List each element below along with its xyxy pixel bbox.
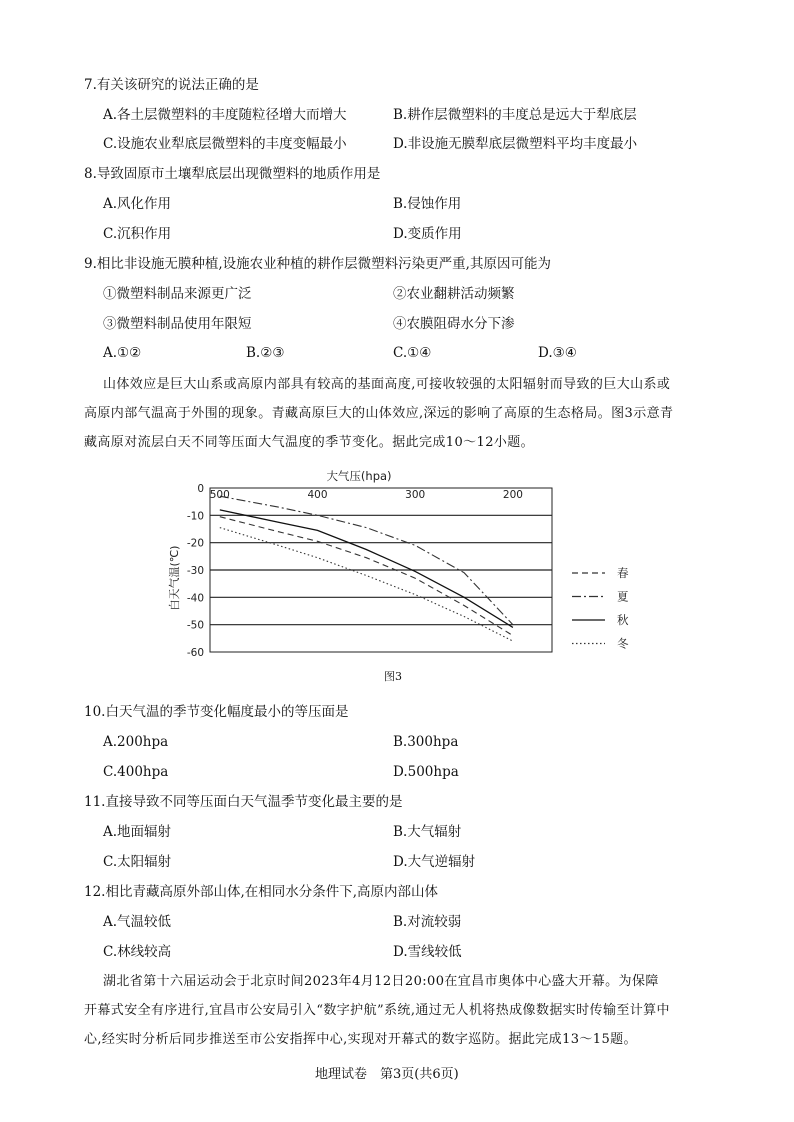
q9-option-d: D.③④ [538,345,577,361]
q8-option-d: D.变质作用 [393,226,462,242]
passage-2-line-1: 湖北省第十六届运动会于北京时间2023年4月12日20:00在宜昌市奥体中心盛大开幕。为保障 [103,974,659,989]
page-footer: 地理试卷 第3页(共6页) [315,1067,459,1082]
q7-option-a: A.各土层微塑料的丰度随粒径增大而增大 [103,107,347,123]
q7-option-b: B.耕作层微塑料的丰度总是远大于犁底层 [393,107,637,123]
legend-label: 冬 [617,636,629,651]
passage-1-line-2: 高原内部气温高于外围的现象。青藏高原巨大的山体效应,深远的影响了高原的生态格局。图3示意青 [84,406,674,421]
q12-option-d: D.雪线较低 [393,944,462,960]
y-axis-label: 白天气温(℃) [168,545,181,611]
passage-1-line-1: 山体效应是巨大山系或高原内部具有较高的基面高度,可接收较强的太阳辐射而导致的巨大山系或 [103,377,671,392]
q9-option-b: B.②③ [246,345,285,361]
q9-statement-2: ②农业翻耕活动频繁 [393,286,515,302]
q8-option-b: B.侵蚀作用 [393,196,462,212]
y-tick-label: -40 [186,592,204,605]
legend-label: 秋 [617,613,629,627]
passage-2-line-3: 心,经实时分析后同步推送至市公安指挥中心,实现对开幕式的数字巡防。据此完成13～15题。 [84,1032,637,1047]
y-tick-label: -20 [186,537,204,550]
x-tick-label: 200 [502,489,523,501]
series-line-1 [220,517,513,636]
q11-option-a: A.地面辐射 [103,824,172,840]
q12-option-a: A.气温较低 [103,914,172,930]
legend-label: 夏 [617,589,629,604]
question-10-stem: 10.白天气温的季节变化幅度最小的等压面是 [84,704,349,720]
q8-option-c: C.沉积作用 [103,226,172,242]
q9-statement-3: ③微塑料制品使用年限短 [103,316,252,332]
q12-option-c: C.林线较高 [103,944,172,960]
figure-caption: 图3 [384,670,402,683]
y-tick-label: -60 [186,647,204,659]
y-tick-label: -10 [186,510,204,523]
x-tick-label: 300 [405,489,426,501]
q12-option-b: B.对流较弱 [393,914,462,930]
q8-option-a: A.风化作用 [103,196,172,212]
x-axis-label: 大气压(hpa) [326,469,392,483]
question-8-stem: 8.导致固原市土壤犁底层出现微塑料的地质作用是 [84,166,381,182]
q11-option-d: D.大气逆辐射 [393,854,476,870]
x-tick-label: 500 [209,489,230,501]
passage-1-line-3: 藏高原对流层白天不同等压面大气温度的季节变化。据此完成10～12小题。 [84,435,535,450]
temperature-pressure-chart [160,460,640,670]
q11-option-b: B.大气辐射 [393,824,462,840]
y-tick-label: -50 [186,619,204,632]
question-7-stem: 7.有关该研究的说法正确的是 [84,77,259,93]
q10-option-a: A.200hpa [103,734,169,750]
question-11-stem: 11.直接导致不同等压面白天气温季节变化最主要的是 [84,794,403,810]
passage-2-line-2: 开幕式安全有序进行,宜昌市公安局引入“数字护航”系统,通过无人机将热成像数据实时传输至计算中 [84,1003,670,1018]
q7-option-d: D.非设施无膜犁底层微塑料平均丰度最小 [393,136,638,152]
q10-option-c: C.400hpa [103,764,169,780]
q9-option-a: A.①② [103,345,142,361]
q7-option-c: C.设施农业犁底层微塑料的丰度变幅最小 [103,136,347,152]
q9-statement-4: ④农膜阻碍水分下渗 [393,316,515,332]
question-9-stem: 9.相比非设施无膜种植,设施农业种植的耕作层微塑料污染更严重,其原因可能为 [84,256,551,272]
legend-label: 春 [617,566,629,580]
q11-option-c: C.太阳辐射 [103,854,172,870]
question-12-stem: 12.相比青藏高原外部山体,在相同水分条件下,高原内部山体 [84,884,439,900]
q9-statement-1: ①微塑料制品来源更广泛 [103,286,252,302]
y-tick-label: -30 [186,565,204,577]
q9-option-c: C.①④ [393,345,432,361]
y-tick-label: 0 [197,483,204,495]
q10-option-b: B.300hpa [393,734,459,750]
x-tick-label: 400 [307,489,328,501]
q10-option-d: D.500hpa [393,764,459,780]
